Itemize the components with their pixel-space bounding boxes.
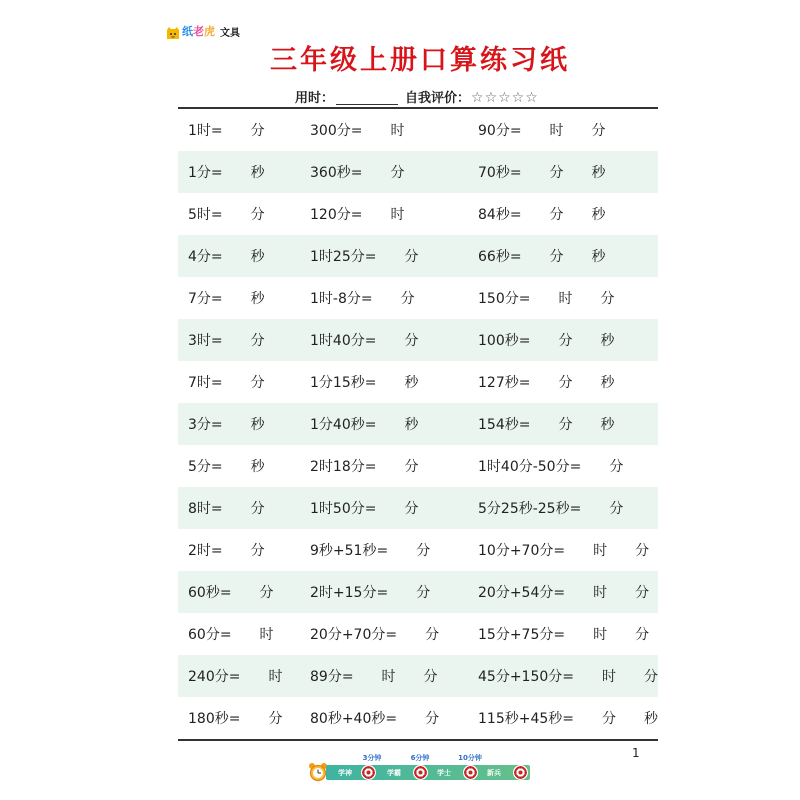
answer-unit: 时 (549, 123, 564, 139)
answer-unit: 分 (600, 291, 615, 307)
problem-expression: 10分+70分= (478, 543, 566, 559)
time-label: 用时： (295, 91, 335, 106)
answer-unit: 分 (250, 207, 265, 223)
answer-unit: 秒 (404, 375, 419, 391)
tiger-face-icon (166, 25, 180, 38)
level-label-xinbing: 新兵 (487, 769, 501, 777)
answer-unit: 分 (416, 543, 431, 559)
rating-stars-icon: ☆☆☆☆☆ (471, 90, 539, 106)
problem-expression: 89分= (310, 669, 354, 685)
logo-suffix: 文具 (220, 27, 240, 39)
problem-expression: 1分15秒= (310, 375, 377, 391)
problem-expression: 150分= (478, 291, 531, 307)
answer-unit: 分 (549, 165, 564, 181)
problem-expression: 1时50分= (310, 501, 377, 517)
problem-cell (478, 120, 658, 140)
problem-cell (310, 708, 478, 728)
problem-cell (310, 204, 478, 224)
table-row (178, 361, 658, 403)
page-number: 1 (632, 746, 640, 760)
answer-unit: 时 (593, 543, 608, 559)
problem-cell (178, 498, 310, 518)
problem-cell (178, 288, 310, 308)
problem-cell (310, 372, 478, 392)
answer-unit: 秒 (600, 417, 615, 433)
problem-expression: 60秒= (188, 585, 232, 601)
problem-expression: 154秒= (478, 417, 531, 433)
problem-expression: 7时= (188, 375, 223, 391)
problem-expression: 300分= (310, 123, 363, 139)
answer-unit: 分 (400, 291, 415, 307)
answer-unit: 分 (425, 711, 440, 727)
answer-unit: 时 (593, 585, 608, 601)
answer-unit: 分 (549, 249, 564, 265)
problem-expression: 1时= (188, 123, 223, 139)
problem-cell (478, 498, 658, 518)
answer-unit: 秒 (644, 711, 658, 727)
problem-expression: 1分= (188, 165, 223, 181)
problem-expression: 20分+70分= (310, 627, 398, 643)
problem-expression: 127秒= (478, 375, 531, 391)
problem-cell (478, 540, 658, 560)
problem-expression: 84秒= (478, 207, 522, 223)
answer-unit: 分 (250, 501, 265, 517)
answer-unit: 秒 (250, 291, 265, 307)
time-progress-bar (308, 752, 532, 784)
answer-unit: 分 (404, 249, 419, 265)
answer-unit: 秒 (250, 459, 265, 475)
problem-expression: 15分+75分= (478, 627, 566, 643)
answer-unit: 分 (558, 375, 573, 391)
answer-unit: 时 (259, 627, 274, 643)
problem-expression: 80秒+40秒= (310, 711, 398, 727)
problem-cell (478, 204, 658, 224)
table-row (178, 529, 658, 571)
table-row (178, 235, 658, 277)
problem-table (178, 107, 658, 741)
problem-expression: 3时= (188, 333, 223, 349)
problem-cell (178, 414, 310, 434)
answer-unit: 分 (635, 543, 650, 559)
answer-unit: 分 (268, 711, 283, 727)
problem-expression: 70秒= (478, 165, 522, 181)
problem-expression: 240分= (188, 669, 241, 685)
answer-unit: 秒 (404, 417, 419, 433)
problem-cell (478, 162, 658, 182)
answer-unit: 秒 (591, 249, 606, 265)
problem-cell (178, 372, 310, 392)
answer-unit: 分 (404, 459, 419, 475)
time-label-10min: 10分钟 (458, 754, 482, 762)
problem-expression: 5分25秒-25秒= (478, 501, 582, 517)
problem-expression: 1时40分= (310, 333, 377, 349)
time-label-6min: 6分钟 (410, 754, 430, 762)
problem-expression: 4分= (188, 249, 223, 265)
page-title: 三年级上册口算练习纸 (270, 45, 570, 76)
table-row (178, 403, 658, 445)
answer-unit: 分 (250, 333, 265, 349)
problem-cell (310, 120, 478, 140)
problem-cell (178, 624, 310, 644)
brand-logo (166, 23, 240, 39)
answer-unit: 分 (416, 585, 431, 601)
table-row (178, 193, 658, 235)
problem-cell (178, 666, 310, 686)
problem-expression: 100秒= (478, 333, 531, 349)
answer-unit: 秒 (250, 249, 265, 265)
problem-expression: 1时-8分= (310, 291, 373, 307)
table-row (178, 613, 658, 655)
problem-expression: 1分40秒= (310, 417, 377, 433)
problem-cell (178, 582, 310, 602)
answer-unit: 分 (259, 585, 274, 601)
problem-cell (478, 456, 658, 476)
problem-expression: 180秒= (188, 711, 241, 727)
problem-expression: 9秒+51秒= (310, 543, 389, 559)
problem-cell (178, 120, 310, 140)
problem-expression: 60分= (188, 627, 232, 643)
answer-unit: 秒 (250, 165, 265, 181)
problem-cell (310, 666, 478, 686)
answer-unit: 分 (602, 711, 616, 727)
problem-cell (310, 456, 478, 476)
problem-cell (478, 330, 658, 350)
problem-expression: 1时40分-50分= (478, 459, 582, 475)
answer-unit: 分 (644, 669, 658, 685)
table-row (178, 697, 658, 739)
problem-cell (478, 708, 658, 728)
answer-unit: 时 (390, 207, 405, 223)
target-icon (361, 765, 376, 780)
answer-unit: 时 (558, 291, 573, 307)
answer-unit: 秒 (591, 207, 606, 223)
alarm-clock-icon (308, 762, 328, 782)
problem-cell (310, 288, 478, 308)
table-row (178, 571, 658, 613)
problem-cell (178, 708, 310, 728)
problem-cell (178, 540, 310, 560)
problem-expression: 1时25分= (310, 249, 377, 265)
rating-label: 自我评价： (405, 91, 471, 106)
problem-cell (178, 330, 310, 350)
target-icon (463, 765, 478, 780)
table-row (178, 655, 658, 697)
answer-unit: 分 (609, 459, 624, 475)
problem-expression: 5时= (188, 207, 223, 223)
logo-brand-name: 纸老虎 (182, 25, 215, 38)
problem-cell (478, 582, 658, 602)
problem-expression: 90分= (478, 123, 522, 139)
problem-expression: 360秒= (310, 165, 363, 181)
problem-cell (478, 666, 658, 686)
problem-expression: 20分+54分= (478, 585, 566, 601)
table-row (178, 445, 658, 487)
answer-unit: 分 (390, 165, 405, 181)
problem-cell (478, 414, 658, 434)
answer-unit: 分 (250, 123, 265, 139)
answer-unit: 分 (558, 417, 573, 433)
problem-cell (478, 288, 658, 308)
problem-cell (478, 246, 658, 266)
answer-unit: 时 (381, 669, 396, 685)
answer-unit: 分 (635, 627, 650, 643)
problem-cell (310, 246, 478, 266)
problem-expression: 66秒= (478, 249, 522, 265)
problem-expression: 5分= (188, 459, 223, 475)
problem-cell (310, 540, 478, 560)
problem-expression: 3分= (188, 417, 223, 433)
problem-cell (310, 498, 478, 518)
problem-expression: 7分= (188, 291, 223, 307)
problem-cell (178, 456, 310, 476)
answer-unit: 分 (404, 333, 419, 349)
target-icon (413, 765, 428, 780)
answer-unit: 分 (423, 669, 438, 685)
target-icon (513, 765, 528, 780)
answer-unit: 分 (250, 543, 265, 559)
problem-expression: 45分+150分= (478, 669, 574, 685)
answer-unit: 时 (390, 123, 405, 139)
problem-expression: 2时= (188, 543, 223, 559)
answer-unit: 分 (558, 333, 573, 349)
answer-unit: 时 (602, 669, 616, 685)
problem-cell (178, 246, 310, 266)
problem-expression: 2时18分= (310, 459, 377, 475)
problem-expression: 120分= (310, 207, 363, 223)
problem-expression: 8时= (188, 501, 223, 517)
answer-unit: 分 (591, 123, 606, 139)
problem-expression: 115秒+45秒= (478, 711, 574, 727)
answer-unit: 秒 (591, 165, 606, 181)
problem-cell (478, 624, 658, 644)
level-label-xueshi: 学士 (437, 769, 451, 777)
time-label-3min: 3分钟 (362, 754, 382, 762)
answer-unit: 时 (593, 627, 608, 643)
table-row (178, 151, 658, 193)
problem-cell (310, 330, 478, 350)
answer-unit: 时 (268, 669, 283, 685)
answer-unit: 秒 (600, 375, 615, 391)
problem-cell (178, 204, 310, 224)
answer-unit: 分 (425, 627, 440, 643)
answer-unit: 分 (549, 207, 564, 223)
table-row (178, 277, 658, 319)
level-label-xueshen: 学神 (338, 769, 352, 777)
answer-unit: 秒 (600, 333, 615, 349)
table-row (178, 109, 658, 151)
problem-cell (310, 162, 478, 182)
answer-unit: 分 (250, 375, 265, 391)
problem-cell (310, 414, 478, 434)
problem-cell (310, 624, 478, 644)
problem-expression: 2时+15分= (310, 585, 389, 601)
problem-cell (310, 582, 478, 602)
problem-cell (178, 162, 310, 182)
meta-line (295, 87, 539, 106)
answer-unit: 分 (404, 501, 419, 517)
answer-unit: 分 (635, 585, 650, 601)
time-blank-line (336, 90, 398, 105)
table-row (178, 319, 658, 361)
problem-cell (478, 372, 658, 392)
level-label-xueba: 学霸 (387, 769, 401, 777)
answer-unit: 秒 (250, 417, 265, 433)
table-row (178, 487, 658, 529)
answer-unit: 分 (609, 501, 624, 517)
